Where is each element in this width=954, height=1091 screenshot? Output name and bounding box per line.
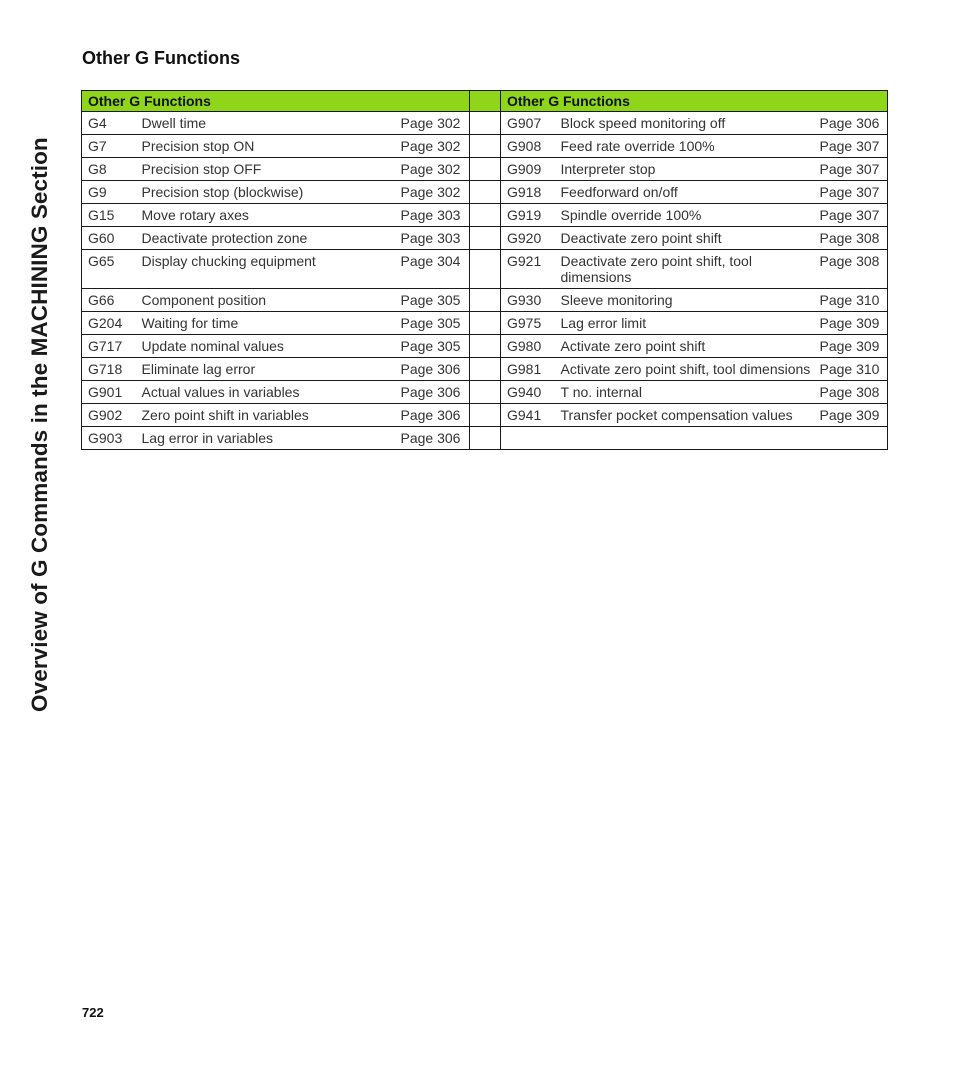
table-row (82, 404, 888, 427)
table-row (82, 204, 888, 227)
g-functions-table (81, 90, 888, 450)
column-gap (470, 312, 501, 335)
g-code-cell: G908 (501, 135, 555, 158)
g-description-cell: Activate zero point shift, tool dimensions (555, 358, 814, 381)
g-page-ref-cell: Page 306 (814, 112, 888, 135)
g-description-cell: Precision stop (blockwise) (136, 181, 395, 204)
g-description-cell: Display chucking equipment (136, 250, 395, 289)
g-code-cell: G902 (82, 404, 136, 427)
g-description-cell: Lag error in variables (136, 427, 395, 450)
g-description-cell: Transfer pocket compensation values (555, 404, 814, 427)
g-description-cell: Dwell time (136, 112, 395, 135)
g-code-cell: G15 (82, 204, 136, 227)
g-code-cell: G940 (501, 381, 555, 404)
g-page-ref-cell: Page 305 (395, 289, 470, 312)
g-page-ref-cell: Page 309 (814, 404, 888, 427)
g-code-cell: G60 (82, 227, 136, 250)
g-page-ref-cell: Page 306 (395, 404, 470, 427)
page-number: 722 (82, 1005, 104, 1020)
table-header-row (82, 91, 888, 112)
column-gap (470, 335, 501, 358)
g-description-cell: Waiting for time (136, 312, 395, 335)
g-page-ref-cell: Page 308 (814, 381, 888, 404)
g-code-cell: G65 (82, 250, 136, 289)
g-page-ref-cell: Page 303 (395, 227, 470, 250)
g-code-cell: G941 (501, 404, 555, 427)
g-description-cell: Feed rate override 100% (555, 135, 814, 158)
g-code-cell: G919 (501, 204, 555, 227)
g-description-cell: Activate zero point shift (555, 335, 814, 358)
table-row (82, 181, 888, 204)
g-description-cell: Interpreter stop (555, 158, 814, 181)
table-row (82, 358, 888, 381)
g-description-cell: Spindle override 100% (555, 204, 814, 227)
g-code-cell: G9 (82, 181, 136, 204)
g-code-cell: G907 (501, 112, 555, 135)
g-code-cell: G918 (501, 181, 555, 204)
column-gap (470, 427, 501, 450)
g-page-ref-cell: Page 306 (395, 381, 470, 404)
g-code-cell: G981 (501, 358, 555, 381)
g-code-cell: G204 (82, 312, 136, 335)
g-page-ref-cell: Page 309 (814, 312, 888, 335)
g-description-cell: Deactivate zero point shift (555, 227, 814, 250)
g-page-ref-cell: Page 308 (814, 250, 888, 289)
g-page-ref-cell: Page 307 (814, 204, 888, 227)
g-page-ref-cell: Page 305 (395, 335, 470, 358)
column-gap (470, 158, 501, 181)
g-page-ref-cell: Page 302 (395, 135, 470, 158)
g-code-cell: G8 (82, 158, 136, 181)
column-gap (470, 91, 501, 112)
right-header-cell: Other G Functions (501, 91, 888, 112)
table-row (82, 227, 888, 250)
g-description-cell: Deactivate protection zone (136, 227, 395, 250)
table-row (82, 381, 888, 404)
table-row (82, 158, 888, 181)
section-side-title: Overview of G Commands in the MACHINING Section (27, 137, 52, 712)
table-row (82, 312, 888, 335)
g-page-ref-cell: Page 309 (814, 335, 888, 358)
g-description-cell: T no. internal (555, 381, 814, 404)
column-gap (470, 181, 501, 204)
table-row (82, 112, 888, 135)
table-row (82, 250, 888, 289)
column-gap (470, 112, 501, 135)
column-gap (470, 135, 501, 158)
g-code-cell: G975 (501, 312, 555, 335)
table-row (82, 135, 888, 158)
g-page-ref-cell: Page 306 (395, 427, 470, 450)
g-code-cell: G66 (82, 289, 136, 312)
g-description-cell: Eliminate lag error (136, 358, 395, 381)
g-page-ref-cell: Page 307 (814, 158, 888, 181)
g-description-cell: Precision stop OFF (136, 158, 395, 181)
g-code-cell: G7 (82, 135, 136, 158)
g-description-cell: Actual values in variables (136, 381, 395, 404)
g-code-cell: G901 (82, 381, 136, 404)
g-page-ref-cell: Page 307 (814, 135, 888, 158)
g-code-cell: G930 (501, 289, 555, 312)
g-page-ref-cell: Page 304 (395, 250, 470, 289)
g-code-cell: G920 (501, 227, 555, 250)
column-gap (470, 404, 501, 427)
g-code-cell: G903 (82, 427, 136, 450)
g-page-ref-cell: Page 307 (814, 181, 888, 204)
g-code-cell: G909 (501, 158, 555, 181)
g-description-cell: Precision stop ON (136, 135, 395, 158)
column-gap (470, 358, 501, 381)
g-description-cell: Feedforward on/off (555, 181, 814, 204)
g-description-cell: Lag error limit (555, 312, 814, 335)
g-page-ref-cell: Page 308 (814, 227, 888, 250)
g-description-cell: Move rotary axes (136, 204, 395, 227)
g-description-cell: Zero point shift in variables (136, 404, 395, 427)
g-code-cell: G718 (82, 358, 136, 381)
table-row (82, 289, 888, 312)
g-page-ref-cell: Page 303 (395, 204, 470, 227)
g-page-ref-cell: Page 302 (395, 158, 470, 181)
left-header-cell: Other G Functions (82, 91, 470, 112)
column-gap (470, 289, 501, 312)
g-page-ref-cell: Page 306 (395, 358, 470, 381)
g-description-cell: Component position (136, 289, 395, 312)
g-code-cell: G4 (82, 112, 136, 135)
g-page-ref-cell: Page 310 (814, 358, 888, 381)
g-code-cell: G717 (82, 335, 136, 358)
page-heading: Other G Functions (82, 48, 241, 68)
g-description-cell: Deactivate zero point shift, tool dimensions (555, 250, 814, 289)
g-page-ref-cell: Page 302 (395, 112, 470, 135)
empty-cell (501, 427, 888, 450)
column-gap (470, 381, 501, 404)
column-gap (470, 227, 501, 250)
g-page-ref-cell: Page 305 (395, 312, 470, 335)
table-row (82, 335, 888, 358)
g-description-cell: Sleeve monitoring (555, 289, 814, 312)
g-code-cell: G980 (501, 335, 555, 358)
g-page-ref-cell: Page 302 (395, 181, 470, 204)
g-code-cell: G921 (501, 250, 555, 289)
column-gap (470, 250, 501, 289)
column-gap (470, 204, 501, 227)
g-page-ref-cell: Page 310 (814, 289, 888, 312)
g-description-cell: Update nominal values (136, 335, 395, 358)
table-row (82, 427, 888, 450)
g-description-cell: Block speed monitoring off (555, 112, 814, 135)
